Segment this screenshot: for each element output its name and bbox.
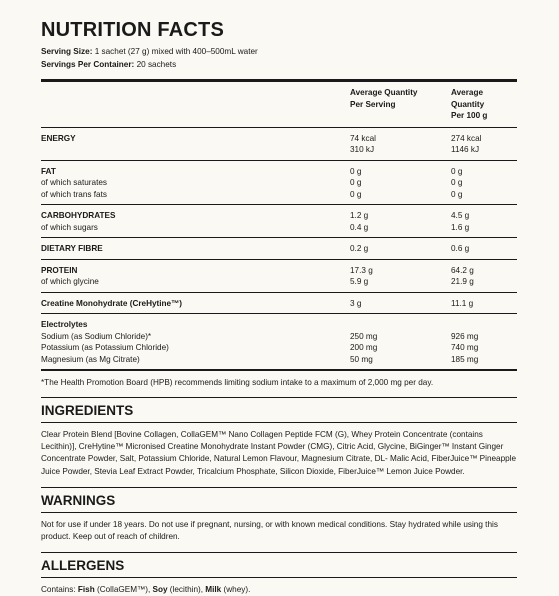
nutrient-row: [41, 144, 517, 160]
nutrient-row: [41, 293, 517, 314]
nutrient-per-100g: 21.9 g: [451, 277, 474, 286]
warnings-heading: WARNINGS: [41, 492, 116, 508]
nutrient-name: [41, 144, 350, 160]
nutrient-per-serving: 1.2 g: [350, 211, 369, 220]
serving-size-value: 1 sachet (27 g) mixed with 400–500mL water: [94, 47, 258, 56]
nutrient-name: Creatine Monohydrate (CreHytine™): [41, 298, 183, 308]
nutrient-per-serving: 0.4 g: [350, 222, 369, 232]
allergens-heading: ALLERGENS: [41, 558, 125, 574]
nutrient-name: of which saturates: [41, 178, 107, 187]
nutrient-per-serving: 310 kJ: [350, 145, 375, 154]
ingredients-heading: INGREDIENTS: [41, 403, 134, 418]
nutrient-per-100g: 4.5 g: [451, 211, 470, 220]
serving-size: [41, 45, 517, 58]
servings-per-container: [41, 58, 517, 71]
nutrition-label: [41, 18, 517, 596]
nutrient-row: [41, 314, 517, 331]
nutrient-per-100g: 274 kcal: [451, 133, 482, 143]
nutrient-per-100g: 740 mg: [451, 343, 479, 352]
nutrient-name: PROTEIN: [41, 265, 78, 275]
nutrient-per-serving: 3 g: [350, 298, 362, 308]
nutrient-name: Sodium (as Sodium Chloride)*: [41, 331, 152, 341]
servings-per-container-label: Servings Per Container:: [41, 60, 135, 69]
nutrient-per-serving: 50 mg: [350, 354, 373, 364]
allergen-fish: Fish: [77, 585, 95, 595]
nutrient-per-serving: 0.2 g: [350, 244, 369, 253]
serving-size-label: Serving Size:: [41, 47, 93, 56]
nutrient-per-100g: 64.2 g: [451, 265, 474, 275]
table-header: [41, 82, 517, 127]
allergens-text: Contains: Fish (CollaGEM™), Soy (lecithin), Milk (whey).: [41, 585, 251, 595]
nutrient-per-serving: 5.9 g: [350, 277, 369, 286]
nutrient-per-100g: 185 mg: [451, 354, 479, 364]
allergen-soy: Soy: [152, 585, 168, 595]
nutrient-row: [41, 128, 517, 145]
nutrient-row: [41, 342, 517, 354]
nutrient-name: of which glycine: [41, 277, 99, 286]
nutrition-table: [41, 82, 517, 369]
column-header-per-serving: Average Quantity Per Serving: [350, 88, 418, 109]
nutrient-row: [41, 189, 517, 205]
nutrient-name: ENERGY: [41, 133, 76, 143]
serving-info: [41, 45, 517, 71]
nutrient-name: Magnesium (as Mg Citrate): [41, 354, 140, 364]
column-header-per-100g: Average Quantity Per 100 g: [451, 88, 488, 120]
nutrient-per-serving: 74 kcal: [350, 133, 376, 143]
nutrient-per-serving: 17.3 g: [350, 265, 373, 275]
servings-per-container-value: 20 sachets: [136, 60, 177, 69]
page-title: NUTRITION FACTS: [41, 19, 224, 41]
nutrient-row: [41, 276, 517, 292]
allergen-milk: Milk: [205, 585, 222, 595]
nutrient-per-serving: [350, 314, 451, 331]
nutrient-row: [41, 177, 517, 189]
nutrient-name: Electrolytes: [41, 320, 88, 329]
nutrient-name: Potassium (as Potassium Chloride): [41, 343, 169, 352]
nutrient-row: [41, 331, 517, 343]
nutrient-name: of which sugars: [41, 222, 98, 232]
nutrient-per-serving: 0 g: [350, 189, 362, 199]
nutrient-per-100g: 0.6 g: [451, 244, 470, 253]
ingredients-text: Clear Protein Blend [Bovine Collagen, CollaGEM™ Nano Collagen Peptide FCM (G), Whey Protein Concentrate (contains Lecithin)], CreHytine™ Micronised Creatine Monohydrate Instant Powder (CMG), Citric Acid, Glycine, BiGinger™ Instant Ginger Concentrate Powder, Salt, Potassium Chloride, Natural Lemon Flavour, Magnesium Citrate, DL- Malic Acid, FiberJuice™ Pineapple Juice Powder, Stevia Leaf Extract Powder, Tricalcium Phosphate, Silicon Dioxide, FiberJuice™ Lemon Juice Powder.: [41, 430, 517, 476]
divider: [41, 369, 517, 371]
nutrient-per-serving: 200 mg: [350, 343, 378, 352]
nutrient-per-100g: 1.6 g: [451, 222, 470, 232]
nutrient-row: [41, 260, 517, 277]
nutrient-name: FAT: [41, 166, 56, 176]
nutrient-per-100g: 0 g: [451, 178, 463, 187]
nutrient-per-100g: 0 g: [451, 189, 463, 199]
warnings-text: Not for use if under 18 years. Do not use if pregnant, nursing, or with known medical conditions. Stay hydrated while using this product. Keep out of reach of children.: [41, 519, 498, 542]
nutrient-per-100g: 0 g: [451, 166, 463, 176]
nutrient-row: [41, 205, 517, 222]
nutrient-row: [41, 161, 517, 178]
sodium-footnote: *The Health Promotion Board (HPB) recommends limiting sodium intake to a maximum of 2,000 mg per day.: [41, 378, 434, 387]
nutrient-per-serving: 0 g: [350, 166, 362, 176]
nutrient-per-100g: 1146 kJ: [451, 145, 480, 154]
nutrient-row: [41, 238, 517, 259]
nutrient-name: DIETARY FIBRE: [41, 244, 103, 253]
nutrient-per-serving: 250 mg: [350, 331, 378, 341]
nutrient-per-100g: [451, 314, 517, 331]
nutrient-name: of which trans fats: [41, 189, 107, 199]
nutrient-per-serving: 0 g: [350, 178, 362, 187]
nutrient-per-100g: 11.1 g: [451, 298, 474, 308]
nutrient-row: [41, 354, 517, 370]
nutrient-per-100g: 926 mg: [451, 331, 479, 341]
nutrient-name: CARBOHYDRATES: [41, 211, 116, 220]
nutrient-row: [41, 222, 517, 238]
